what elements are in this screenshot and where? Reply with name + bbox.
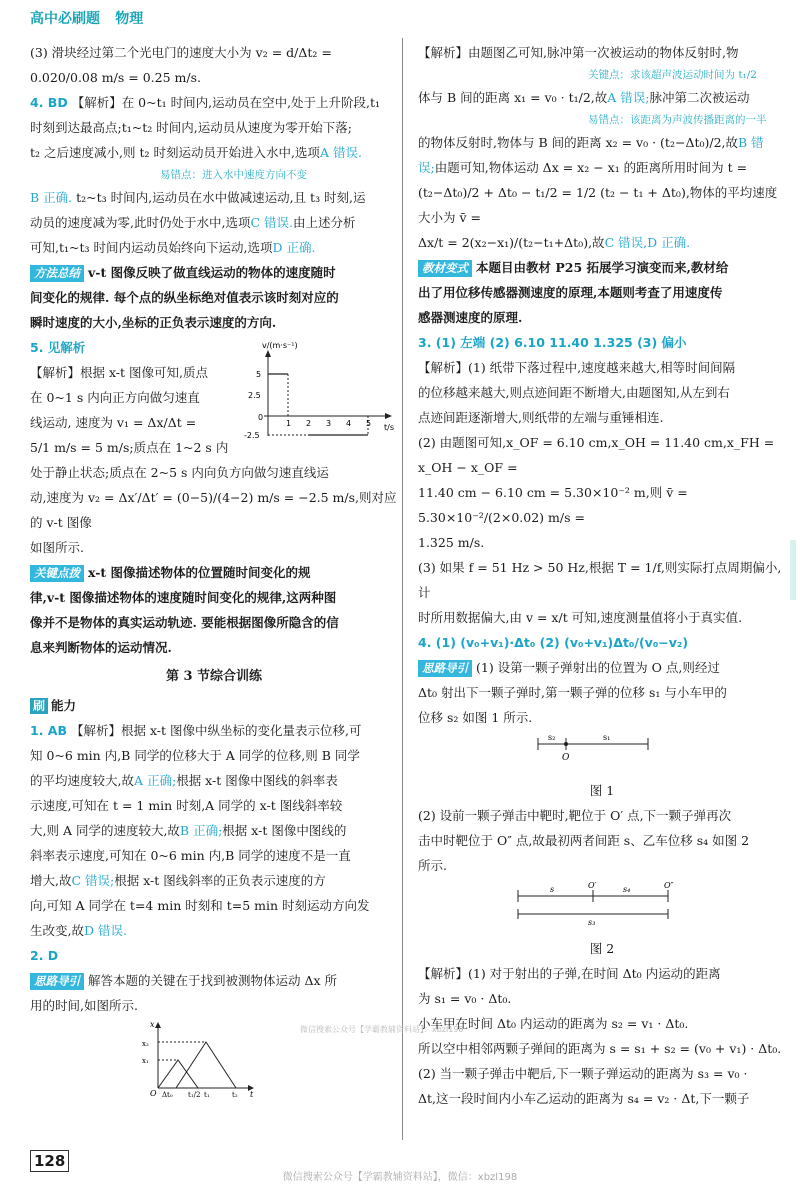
q4r-line5: 击中时靶位于 O″ 点,故最初两者间距 s、乙车位移 s₄ 如图 2 <box>418 833 750 848</box>
q4r-line11: (2) 当一颗子弹击中靶后,下一颗子弹运动的距离为 s₃ = v₀ · <box>418 1066 748 1081</box>
method-line2: 间变化的规律. 每个点的纵坐标绝对值表示该时刻对应的 <box>30 290 339 305</box>
page-footer: 微信搜索公众号【学霸教辅资料站】，微信：xbzl198 <box>282 1172 518 1183</box>
r-line6: Δx/t = 2(x₂−x₁)/(t₂−t₁+Δt₀),故 <box>418 235 605 250</box>
q3-line5: 11.40 cm − 6.10 cm = 5.30×10⁻² m,则 v̄ = 5.30×10⁻²/(2×0.02) m/s = <box>418 485 688 525</box>
fig1-s1: s₁ <box>603 733 611 742</box>
page-number: 128 <box>30 1150 69 1172</box>
q3-answer: 3. (1) 左端 (2) 6.10 11.40 1.325 (3) 偏小 <box>418 335 687 350</box>
fig2-s: s <box>550 885 555 894</box>
q1-line3-end: 根据 x-t 图像中图线的斜率表 <box>176 773 338 788</box>
q4r-line9: 小车甲在时间 Δt₀ 内运动的距离为 s₂ = v₁ · Δt₀. <box>418 1016 689 1031</box>
q1-option-c: C 错误; <box>71 873 115 888</box>
q5-line1: 【解析】根据 x-t 图像可知,质点 <box>30 365 208 380</box>
fig-origin: O <box>150 1089 157 1098</box>
q1-option-d: D 错误. <box>83 923 127 938</box>
q3-line8: 时所用数据偏大,由 v = x/t 可知,速度测量值将小于真实值. <box>418 610 743 625</box>
figure-2-caption: 图 2 <box>589 941 615 956</box>
r-line4: 由题可知,物体运动 Δx = x₂ − x₁ 的距离所用时间为 t = <box>434 160 748 175</box>
fig-x: x <box>150 1020 155 1029</box>
q4r-line1: (1) 设第一颗子弹射出的位置为 O 点,则经过 <box>476 660 720 675</box>
vt-x1: 1 <box>286 419 292 428</box>
book-line3: 感器测速度的原理. <box>418 310 523 325</box>
q1-line5-end: 根据 x-t 图像中图线的 <box>222 823 347 838</box>
book-title: 高中必刷题 <box>30 11 100 27</box>
q4r-line7: 【解析】(1) 对于射出的子弹,在时间 Δt₀ 内运动的距离 <box>418 966 721 981</box>
vt-graph <box>244 336 400 456</box>
q4-line6: 可知,t₁~t₃ 时间内运动员始终向下运动,选项 <box>30 240 273 255</box>
method-line1: v-t 图像反映了做直线运动的物体的速度随时 <box>88 265 336 280</box>
fig-t1-half: t₁/2 <box>188 1091 201 1099</box>
section-title: 第 3 节综合训练 <box>165 669 263 684</box>
q4r-line8: 为 s₁ = v₀ · Δt₀. <box>418 991 512 1006</box>
think-tag-left: 思路导引 <box>30 973 84 990</box>
figure-2 <box>418 878 786 928</box>
q3-part3-line2: 0.020/0.08 m/s = 0.25 m/s. <box>30 70 201 85</box>
vt-xlabel: t/s <box>384 423 394 432</box>
q1-line6: 斜率表示速度,可知在 0~6 min 内,B 同学的速度不是一直 <box>30 848 351 863</box>
left-column <box>30 40 398 1106</box>
fig-dt0: Δt₀ <box>162 1091 173 1099</box>
textbook-tag: 教材变式 <box>418 260 472 277</box>
ability-box: 刷 <box>30 698 48 714</box>
q3-line3: 点迹间距逐渐增大,则纸带的左端与重锤相连. <box>418 410 664 425</box>
q1-line8: 向,可知 A 同学在 t=4 min 时刻和 t=5 min 时刻运动方向发 <box>30 898 370 913</box>
q1-option-b: B 正确; <box>179 823 223 838</box>
q3-line6: 1.325 m/s. <box>418 535 485 550</box>
q4-line2: 时刻到达最高点;t₁~t₂ 时间内,运动员从速度为零开始下落; <box>30 120 352 135</box>
q4-line5-end: 由上述分析 <box>292 215 356 230</box>
q4-line4: t₂~t₃ 时间内,运动员在水中做减速运动,且 t₃ 时刻,运 <box>72 190 366 205</box>
vt-x4: 4 <box>346 419 352 428</box>
edge-mark <box>790 540 796 600</box>
q1-number: 1. AB <box>30 723 67 738</box>
page-header <box>30 8 143 32</box>
ability-label: 能力 <box>51 698 77 713</box>
q4-answer: 4. (1) (v₀+v₁)·Δt₀ (2) (v₀+v₁)Δt₀/(v₀−v₂) <box>418 635 689 650</box>
q5-line3: 线运动, 速度为 v₁ = Δx/Δt = <box>30 415 197 430</box>
q2-line2: 用的时间,如图所示. <box>30 998 138 1013</box>
vt-x2: 2 <box>306 419 312 428</box>
fig2-s4: s₄ <box>623 885 631 894</box>
book-line2: 出了用位移传感器测速度的原理,本题则考查了用速度传 <box>418 285 723 300</box>
q4-option-d: D 正确. <box>272 240 316 255</box>
q4-line3: t₂ 之后速度减小,则 t₂ 时刻运动员开始进入水中,选项 <box>30 145 320 160</box>
q4-option-b: B 正确. <box>30 190 73 205</box>
subject-title: 物理 <box>115 11 144 27</box>
key-line4: 息来判断物体的运动情况. <box>30 640 172 655</box>
q1-line3: 的平均速度较大,故 <box>30 773 134 788</box>
key-line2: 律,v-t 图像描述物体的速度随时间变化的规律,这两种图 <box>30 590 337 605</box>
method-summary-tag: 方法总结 <box>30 265 84 282</box>
q4-option-a: A 错误. <box>319 145 362 160</box>
q4r-line4: (2) 设前一颗子弹击中靶时,靶位于 O′ 点,下一颗子弹再次 <box>418 808 732 823</box>
r-line1: 【解析】由题图乙可知,脉冲第一次被运动的物体反射时,物 <box>418 45 739 60</box>
q5-line7: 如图所示. <box>30 540 84 555</box>
xt-pulse-figure <box>140 1018 260 1098</box>
q4-line1: 【解析】在 0~t₁ 时间内,运动员在空中,处于上升阶段,t₁ <box>71 95 381 110</box>
key-line3: 像并不是物体的真实运动轨迹. 要能根据图像所隐含的信 <box>30 615 339 630</box>
method-line3: 瞬时速度的大小,坐标的正负表示速度的方向. <box>30 315 277 330</box>
r-line5: (t₂−Δt₀)/2 + Δt₀ − t₁/2 = 1/2 (t₂ − t₁ + Δt₀),物体的平均速度大小为 v̄ = <box>418 185 778 225</box>
q1-line7-end: 根据 x-t 图线斜率的正负表示速度的方 <box>114 873 326 888</box>
fig1-s2: s₂ <box>548 733 556 742</box>
q4-error-note: 易错点：进入水中速度方向不变 <box>160 169 307 181</box>
q3-line7: (3) 如果 f = 51 Hz > 50 Hz,根据 T = 1/f,则实际打点周期偏小,计 <box>418 560 782 600</box>
q3-part3-line1: (3) 滑块经过第二个光电门的速度大小为 v₂ = d/Δt₂ = <box>30 45 332 60</box>
q5-number: 5. 见解析 <box>30 340 86 355</box>
think-tag-right: 思路导引 <box>418 660 472 677</box>
q4-option-c: C 错误. <box>250 215 293 230</box>
fig-t2: t₂ <box>232 1091 238 1099</box>
right-column <box>418 40 786 1111</box>
vt-yneg: -2.5 <box>244 431 260 440</box>
figure-1-caption: 图 1 <box>589 783 615 798</box>
r-option-cd: C 错误,D 正确. <box>604 235 691 250</box>
q4-line5: 动员的速度减为零,此时仍处于水中,选项 <box>30 215 251 230</box>
fig2-s3: s₃ <box>588 918 596 927</box>
r-line3: 的物体反射时,物体与 B 间的距离 x₂ = v₀ · (t₂−Δt₀)/2,故 <box>418 135 739 150</box>
q1-line2: 知 0~6 min 内,B 同学的位移大于 A 同学的位移,则 B 同学 <box>30 748 360 763</box>
fig-x2: x₂ <box>142 1040 149 1048</box>
fig2-o2: O″ <box>664 881 674 890</box>
q2-line1: 解答本题的关键在于找到被测物体运动 Δx 所 <box>88 973 338 988</box>
q3-line4: (2) 由题图可知,x_OF = 6.10 cm,x_OH = 11.40 cm,x_FH = x_OH − x_OF = <box>418 435 775 475</box>
q1-line4: 示速度,可知在 t = 1 min 时刻,A 同学的 x-t 图线斜率较 <box>30 798 343 813</box>
r-error-note: 易错点：该距离为声波传播距离的一半 <box>588 114 767 126</box>
q4r-line6: 所示. <box>418 858 447 873</box>
q1-option-a: A 正确; <box>133 773 177 788</box>
key-line1: x-t 图像描述物体的位置随时间变化的规 <box>88 565 311 580</box>
r-option-b-end: 误; <box>418 160 435 175</box>
q4r-line2: Δt₀ 射出下一颗子弹时,第一颗子弹的位移 s₁ 与小车甲的 <box>418 685 727 700</box>
r-line2: 体与 B 间的距离 x₁ = v₀ · t₁/2,故 <box>418 90 608 105</box>
q1-line9: 生改变,故 <box>30 923 84 938</box>
q3-line1: 【解析】(1) 纸带下落过程中,速度越来越大,相等时间间隔 <box>418 360 736 375</box>
vt-y5: 5 <box>256 370 262 379</box>
vt-x3: 3 <box>326 419 332 428</box>
q4r-line3: 位移 s₂ 如图 1 所示. <box>418 710 533 725</box>
r-line2-end: 脉冲第二次被运动 <box>649 90 750 105</box>
q4r-line10: 所以空中相邻两颗子弹间的距离为 s = s₁ + s₂ = (v₀ + v₁) · Δt₀. <box>418 1041 782 1056</box>
fig-t1: t₁ <box>204 1091 210 1099</box>
r-option-a: A 错误; <box>607 90 650 105</box>
column-divider <box>402 38 403 1140</box>
fig2-o1: O′ <box>588 881 597 890</box>
q2-number: 2. D <box>30 948 59 963</box>
r-key-note: 关键点：求该超声波运动时间为 t₁/2 <box>588 69 757 81</box>
q4r-line12: Δt,这一段时间内小车乙运动的距离为 s₄ = v₂ · Δt,下一颗子 <box>418 1091 750 1106</box>
q3-line2: 的位移越来越大,则点迹间距不断增大,由题图知,从左到右 <box>418 385 730 400</box>
q4-number: 4. BD <box>30 95 68 110</box>
fig1-o: O <box>562 753 570 763</box>
q1-line7: 增大,故 <box>30 873 72 888</box>
vt-ylabel: v/(m·s⁻¹) <box>262 341 298 350</box>
q5-line5: 处于静止状态;质点在 2~5 s 内向负方向做匀速直线运 <box>30 465 329 480</box>
vt-y0: 0 <box>258 413 264 422</box>
figure-1 <box>418 730 786 770</box>
watermark: 微信搜索公众号【学霸教辅资料站】：xbzl198 <box>300 1025 464 1034</box>
q1-line5: 大,则 A 同学的速度较大,故 <box>30 823 180 838</box>
q5-line4: 5/1 m/s = 5 m/s;质点在 1~2 s 内 <box>30 440 229 455</box>
key-point-tag: 关键点拨 <box>30 565 84 582</box>
vt-y25: 2.5 <box>248 391 261 400</box>
q5-line6: 动,速度为 v₂ = Δx′/Δt′ = (0−5)/(4−2) m/s = −2.5 m/s,则对应的 v-t 图像 <box>30 490 397 530</box>
book-line1: 本题目由教材 P25 拓展学习演变而来,教材给 <box>476 260 729 275</box>
q5-line2: 在 0~1 s 内向正方向做匀速直 <box>30 390 200 405</box>
fig-x1: x₁ <box>142 1057 149 1065</box>
fig-t: t <box>250 1090 254 1099</box>
vt-x5: 5 <box>366 419 372 428</box>
r-option-b: B 错 <box>738 135 764 150</box>
q1-line1: 【解析】根据 x-t 图像中纵坐标的变化量表示位移,可 <box>70 723 362 738</box>
